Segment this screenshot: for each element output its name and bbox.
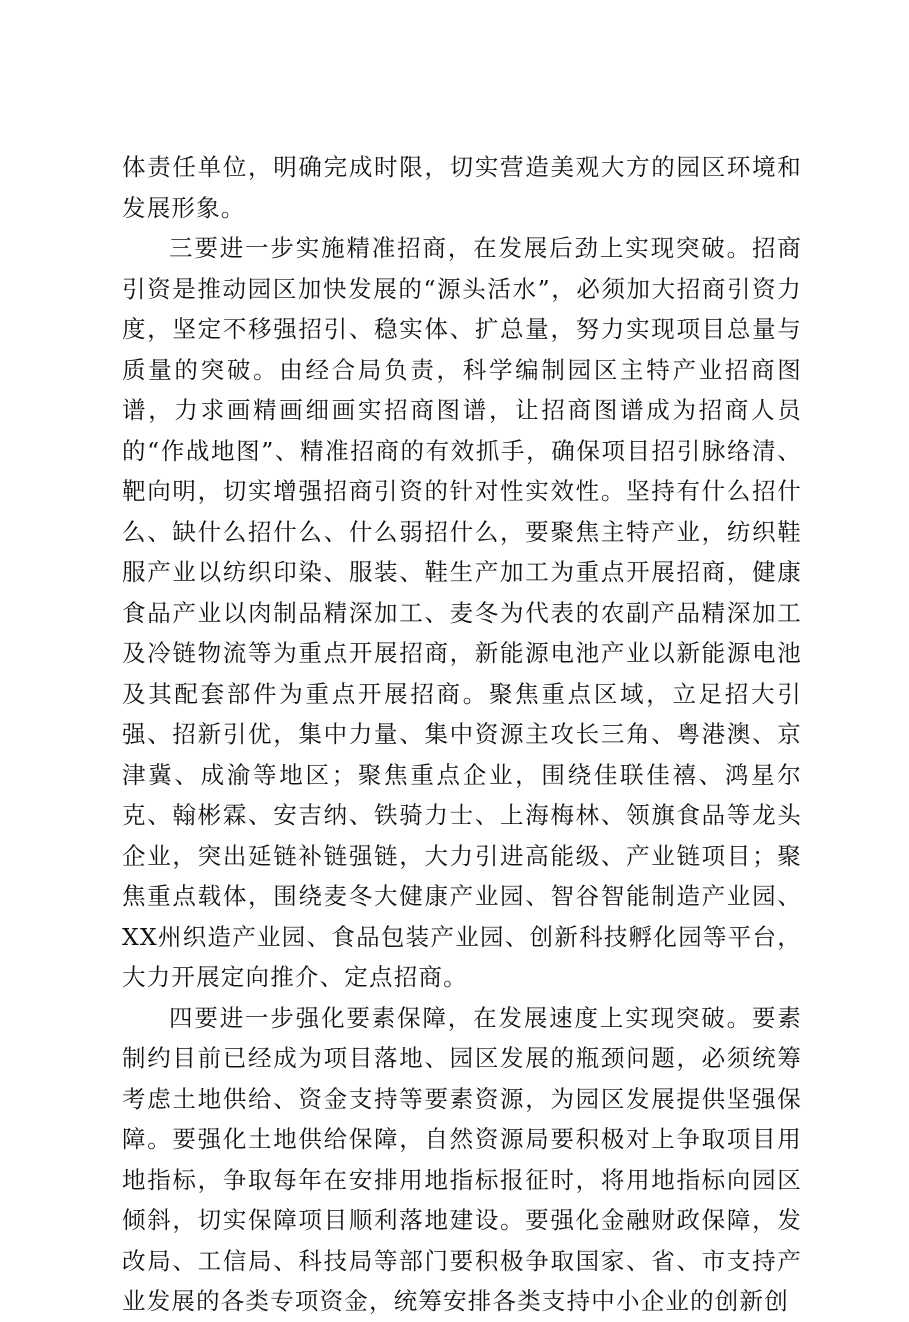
paragraph-continuation: 体责任单位，明确完成时限，切实营造美观大方的园区环境和发展形象。 xyxy=(122,153,802,222)
paragraph-factor-guarantee: 四要进一步强化要素保障，在发展速度上实现突破。要素制约目前已经成为项目落地、园区发展的瓶颈问题，必须统筹考虑土地供给、资金支持等要素资源，为园区发展提供坚强保障。要强化土地供给保障，自然资源局要积极对上争取项目用地指标，争取每年在安排用地指标报征时，将用地指标向园区倾斜，切实保障项目顺利落地建设。要强化金融财政保障，发改局、工信局、科技局等部门要积极争取国家、省、市支持产业发展的各类专项资金，统筹安排各类支持中小企业的创新创 xyxy=(122,1003,802,1315)
body-text xyxy=(122,147,802,1322)
paragraph-investment-attraction: 三要进一步实施精准招商，在发展后劲上实现突破。招商引资是推动园区加快发展的“源头活水”，必须加大招商引资力度，坚定不移强招引、稳实体、扩总量，努力实现项目总量与质量的突破。由经合局负责，科学编制园区主特产业招商图谱，力求画精画细画实招商图谱，让招商图谱成为招商人员的“作战地图”、精准招商的有效抓手，确保项目招引脉络清、靶向明，切实增强招商引资的针对性实效性。坚持有什么招什么、缺什么招什么、什么弱招什么，要聚焦主特产业，纺织鞋服产业以纺织印染、服装、鞋生产加工为重点开展招商，健康食品产业以肉制品精深加工、麦冬为代表的农副产品精深加工及冷链物流等为重点开展招商，新能源电池产业以新能源电池及其配套部件为重点开展招商。聚焦重点区域，立足招大引强、招新引优，集中力量、集中资源主攻长三角、粤港澳、京津冀、成渝等地区；聚焦重点企业，围绕佳联佳禧、鸿星尔克、翰彬霖、安吉纳、铁骑力士、上海梅林、领旗食品等龙头企业，突出延链补链强链，大力引进高能级、产业链项目；聚焦重点载体，围绕麦冬大健康产业园、智谷智能制造产业园、XX州织造产业园、食品包装产业园、创新科技孵化园等平台，大力开展定向推介、定点招商。 xyxy=(122,234,802,991)
